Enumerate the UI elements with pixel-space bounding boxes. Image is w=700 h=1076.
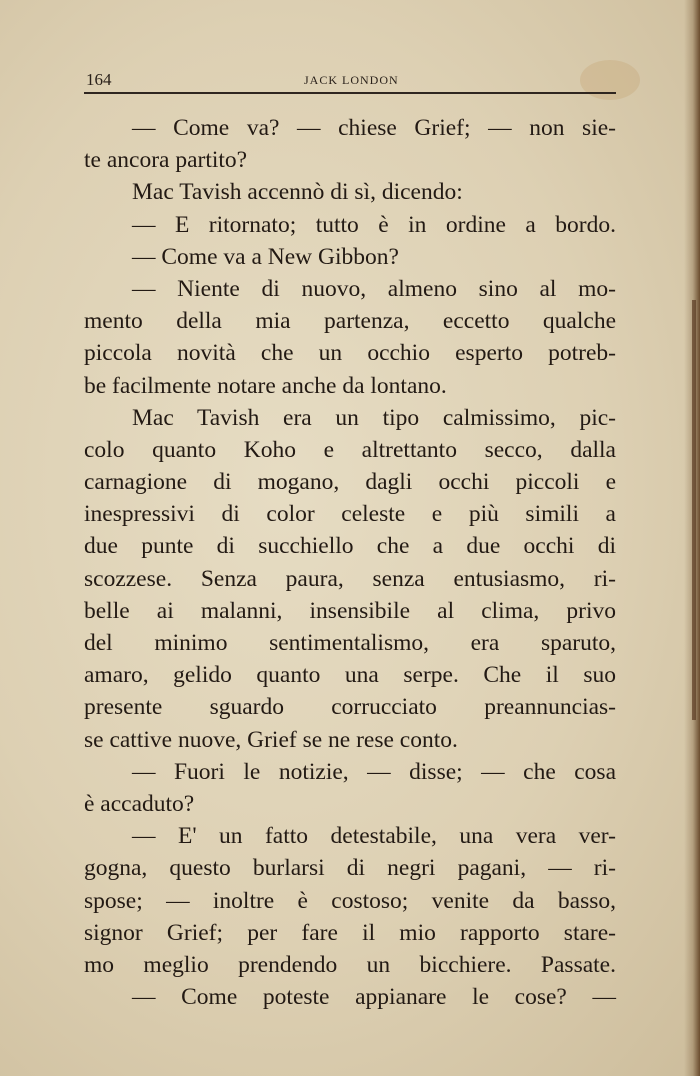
- text-line: — Fuori le notizie, — disse; — che cosa: [132, 758, 616, 785]
- text-line: mento della mia partenza, eccetto qualche: [84, 308, 616, 335]
- text-line: — E ritornato; tutto è in ordine a bordo.: [132, 211, 616, 238]
- text-line: presente sguardo corrucciato preannuncias-: [84, 694, 616, 721]
- text-line: piccola novità che un occhio esperto potreb-: [84, 340, 616, 367]
- text-line: del minimo sentimentalismo, era sparuto,: [84, 630, 616, 656]
- text-line: amaro, gelido quanto una serpe. Che il suo: [84, 662, 616, 689]
- text-line: Mac Tavish accennò di sì, dicendo:: [132, 179, 463, 206]
- text-line: signor Grief; per fare il mio rapporto stare-: [84, 919, 616, 946]
- text-line: — E' un fatto detestabile, una vera ver-: [132, 823, 616, 850]
- text-line: mo meglio prendendo un bicchiere. Passate.: [84, 951, 616, 978]
- text-line: — Niente di nuovo, almeno sino al mo-: [132, 275, 616, 302]
- text-line: se cattive nuove, Grief se ne rese conto.: [84, 726, 458, 753]
- text-line: inespressivi di color celeste e più simili a: [84, 501, 616, 528]
- text-line: colo quanto Koho e altrettanto secco, dalla: [84, 436, 616, 463]
- text-line: è accaduto?: [84, 790, 195, 817]
- page-number: 164: [86, 70, 112, 89]
- text-line: gogna, questo burlarsi di negri pagani, — ri-: [84, 855, 616, 882]
- text-line: — Come va a New Gibbon?: [132, 243, 399, 270]
- text-line: — Come poteste appianare le cose? —: [132, 984, 616, 1011]
- body-text: [84, 112, 616, 1013]
- text-line: — Come va? — chiese Grief; — non sie-: [132, 115, 616, 141]
- running-head: JACK LONDON: [304, 73, 399, 87]
- text-line: belle ai malanni, insensibile al clima, privo: [84, 597, 616, 624]
- text-line: carnagione di mogano, dagli occhi piccoli e: [84, 469, 616, 496]
- text-line: te ancora partito?: [84, 147, 248, 174]
- text-line: scozzese. Senza paura, senza entusiasmo, ri-: [84, 565, 616, 592]
- text-line: spose; — inoltre è costoso; venite da basso,: [84, 887, 616, 914]
- text-line: Mac Tavish era un tipo calmissimo, pic-: [132, 404, 616, 431]
- header-rule: [84, 92, 616, 94]
- text-line: be facilmente notare anche da lontano.: [84, 372, 447, 399]
- page-header: [86, 66, 616, 92]
- binding-edge: [692, 300, 696, 720]
- text-line: due punte di succhiello che a due occhi di: [84, 533, 616, 560]
